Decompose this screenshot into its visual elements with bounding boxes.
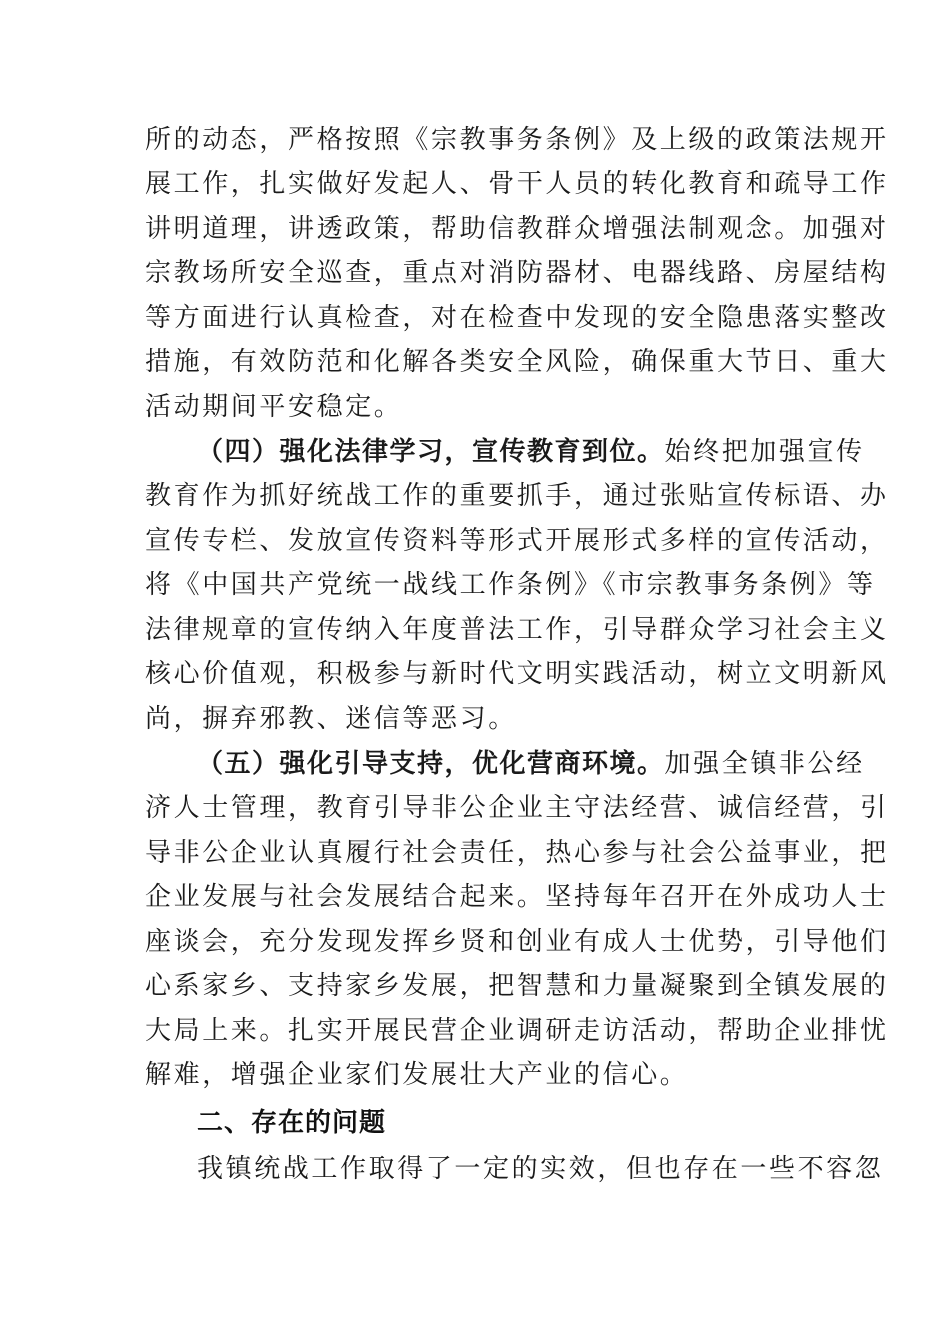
paragraph-line: 大局上来。扎实开展民营企业调研走访活动，帮助企业排忧 [145, 1016, 889, 1046]
paragraph-line: 教育作为抓好统战工作的重要抓手，通过张贴宣传标语、办 [145, 481, 889, 511]
paragraph-line: 座谈会，充分发现发挥乡贤和创业有成人士优势，引导他们 [145, 927, 889, 957]
paragraph-line: 活动期间平安稳定。 [145, 392, 403, 422]
subsection-heading: （四）强化法律学习，宣传教育到位。 [197, 437, 665, 467]
paragraph-line: 宣传专栏、发放宣传资料等形式开展形式多样的宣传活动， [145, 526, 889, 556]
paragraph-line: 心系家乡、支持家乡发展，把智慧和力量凝聚到全镇发展的 [145, 971, 889, 1001]
paragraph-text: 加强全镇非公经 [664, 749, 865, 779]
paragraph-line: 济人士管理，教育引导非公企业主守法经营、诚信经营，引 [145, 793, 889, 823]
paragraph-line: 所的动态，严格按照《宗教事务条例》及上级的政策法规开 [145, 125, 889, 155]
paragraph-first-line [197, 742, 865, 786]
paragraph-text: 始终把加强宣传 [664, 437, 865, 467]
paragraph-line: 宗教场所安全巡查，重点对消防器材、电器线路、房屋结构 [145, 258, 889, 288]
paragraph-line: 展工作，扎实做好发起人、骨干人员的转化教育和疏导工作 [145, 169, 889, 199]
paragraph-line: 导非公企业认真履行社会责任，热心参与社会公益事业，把 [145, 838, 889, 868]
paragraph-first-line: 我镇统战工作取得了一定的实效，但也存在一些不容忽 [197, 1154, 884, 1184]
paragraph-line: 将《中国共产党统一战线工作条例》《市宗教事务条例》等 [145, 570, 876, 600]
paragraph-line: 措施，有效防范和化解各类安全风险，确保重大节日、重大 [145, 347, 889, 377]
paragraph-line: 核心价值观，积极参与新时代文明实践活动，树立文明新风 [145, 659, 889, 689]
paragraph-line: 解难，增强企业家们发展壮大产业的信心。 [145, 1060, 689, 1090]
section-heading: 二、存在的问题 [197, 1108, 387, 1138]
subsection-heading: （五）强化引导支持，优化营商环境。 [197, 749, 665, 779]
paragraph-line: 法律规章的宣传纳入年度普法工作，引导群众学习社会主义 [145, 615, 889, 645]
paragraph-line: 尚，摒弃邪教、迷信等恶习。 [145, 704, 517, 734]
paragraph-first-line [197, 430, 865, 474]
paragraph-line: 等方面进行认真检查，对在检查中发现的安全隐患落实整改 [145, 303, 889, 333]
paragraph-line: 讲明道理，讲透政策，帮助信教群众增强法制观念。加强对 [145, 214, 889, 244]
paragraph-line: 企业发展与社会发展结合起来。坚持每年召开在外成功人士 [145, 882, 889, 912]
